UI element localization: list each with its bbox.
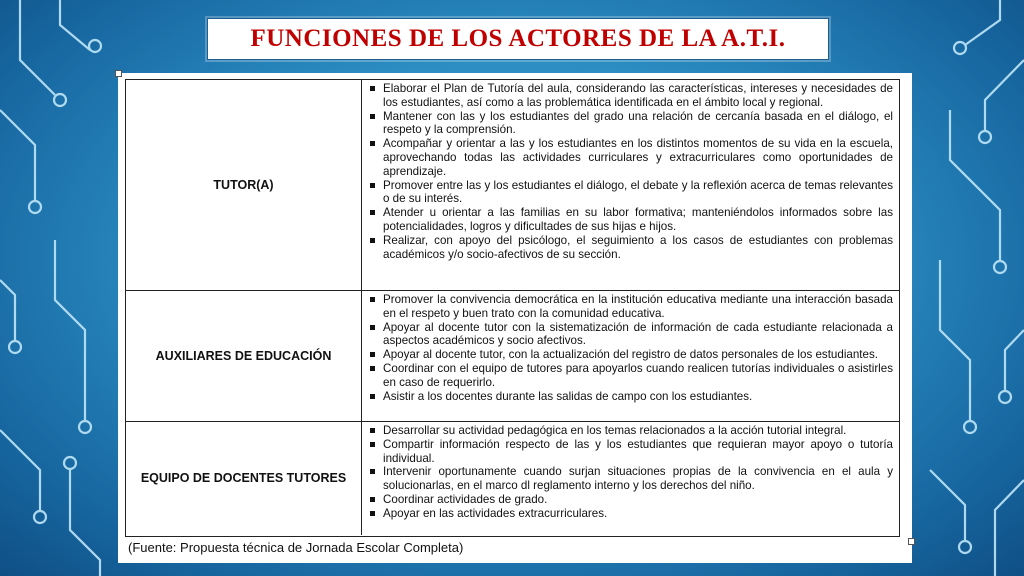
slide-title: FUNCIONES DE LOS ACTORES DE LA A.T.I. [250, 25, 786, 52]
table-row [126, 80, 899, 291]
list-item: Apoyar en las actividades extracurriculares. [368, 507, 893, 521]
list-item: Apoyar al docente tutor, con la actualización del registro de datos personales de los estudiantes. [368, 348, 893, 362]
list-item: Intervenir oportunamente cuando surjan situaciones propias de la convivencia en el aula y solucionarlas, en el marco dl reglamento interno y los derechos del niño. [368, 465, 893, 493]
list-item: Asistir a los docentes durante las salidas de campo con los estudiantes. [368, 390, 893, 404]
actor-cell: EQUIPO DE DOCENTES TUTORES [126, 422, 362, 535]
list-item: Atender u orientar a las familias en su labor formativa; manteniéndolos informados sobre las potencialidades, logros y dificultades de sus hijas e hijos. [368, 206, 893, 234]
corner-handle [908, 538, 915, 545]
corner-handle [115, 70, 122, 77]
actor-cell: TUTOR(A) [126, 80, 362, 290]
functions-cell [362, 291, 899, 421]
list-item: Realizar, con apoyo del psicólogo, el seguimiento a los casos de estudiantes con problemas académicos y/o socio-afectivos de su sección. [368, 234, 893, 262]
list-item: Coordinar actividades de grado. [368, 493, 893, 507]
list-item: Coordinar con el equipo de tutores para apoyarlos cuando realicen tutorías individuales o asistirles en caso de requerirlo. [368, 362, 893, 390]
list-item: Promover la convivencia democrática en la institución educativa mediante una interacción basada en el respeto y buen trato con la comunidad educativa. [368, 293, 893, 321]
list-item: Promover entre las y los estudiantes el diálogo, el debate y la reflexión acerca de temas relevantes o de su interés. [368, 179, 893, 207]
functions-cell [362, 422, 899, 535]
source-caption: (Fuente: Propuesta técnica de Jornada Escolar Completa) [128, 540, 464, 555]
list-item: Acompañar y orientar a las y los estudiantes en los distintos momentos de su vida en la escuela, aprovechando todas las actividades curriculares y extracurriculares como oportunidades de aprendizaje. [368, 137, 893, 178]
actor-cell: AUXILIARES DE EDUCACIÓN [126, 291, 362, 421]
list-item: Compartir información respecto de las y los estudiantes que requieran mayor apoyo o tutoría individual. [368, 438, 893, 466]
slide-title-box [207, 18, 829, 60]
document-image [118, 73, 912, 563]
table-row [126, 291, 899, 422]
list-item: Desarrollar su actividad pedagógica en los temas relacionados a la acción tutorial integral. [368, 424, 893, 438]
list-item: Elaborar el Plan de Tutoría del aula, considerando las características, intereses y necesidades de los estudiantes, así como a las problemática identificada en el ámbito local y regional. [368, 82, 893, 110]
list-item: Apoyar al docente tutor con la sistematización de información de cada estudiante relacionada a aspectos académicos y socio afectivos. [368, 321, 893, 349]
list-item: Mantener con las y los estudiantes del grado una relación de cercanía basada en el diálogo, el respeto y la comprensión. [368, 110, 893, 138]
functions-cell [362, 80, 899, 290]
functions-table [125, 79, 900, 537]
table-row [126, 422, 899, 535]
